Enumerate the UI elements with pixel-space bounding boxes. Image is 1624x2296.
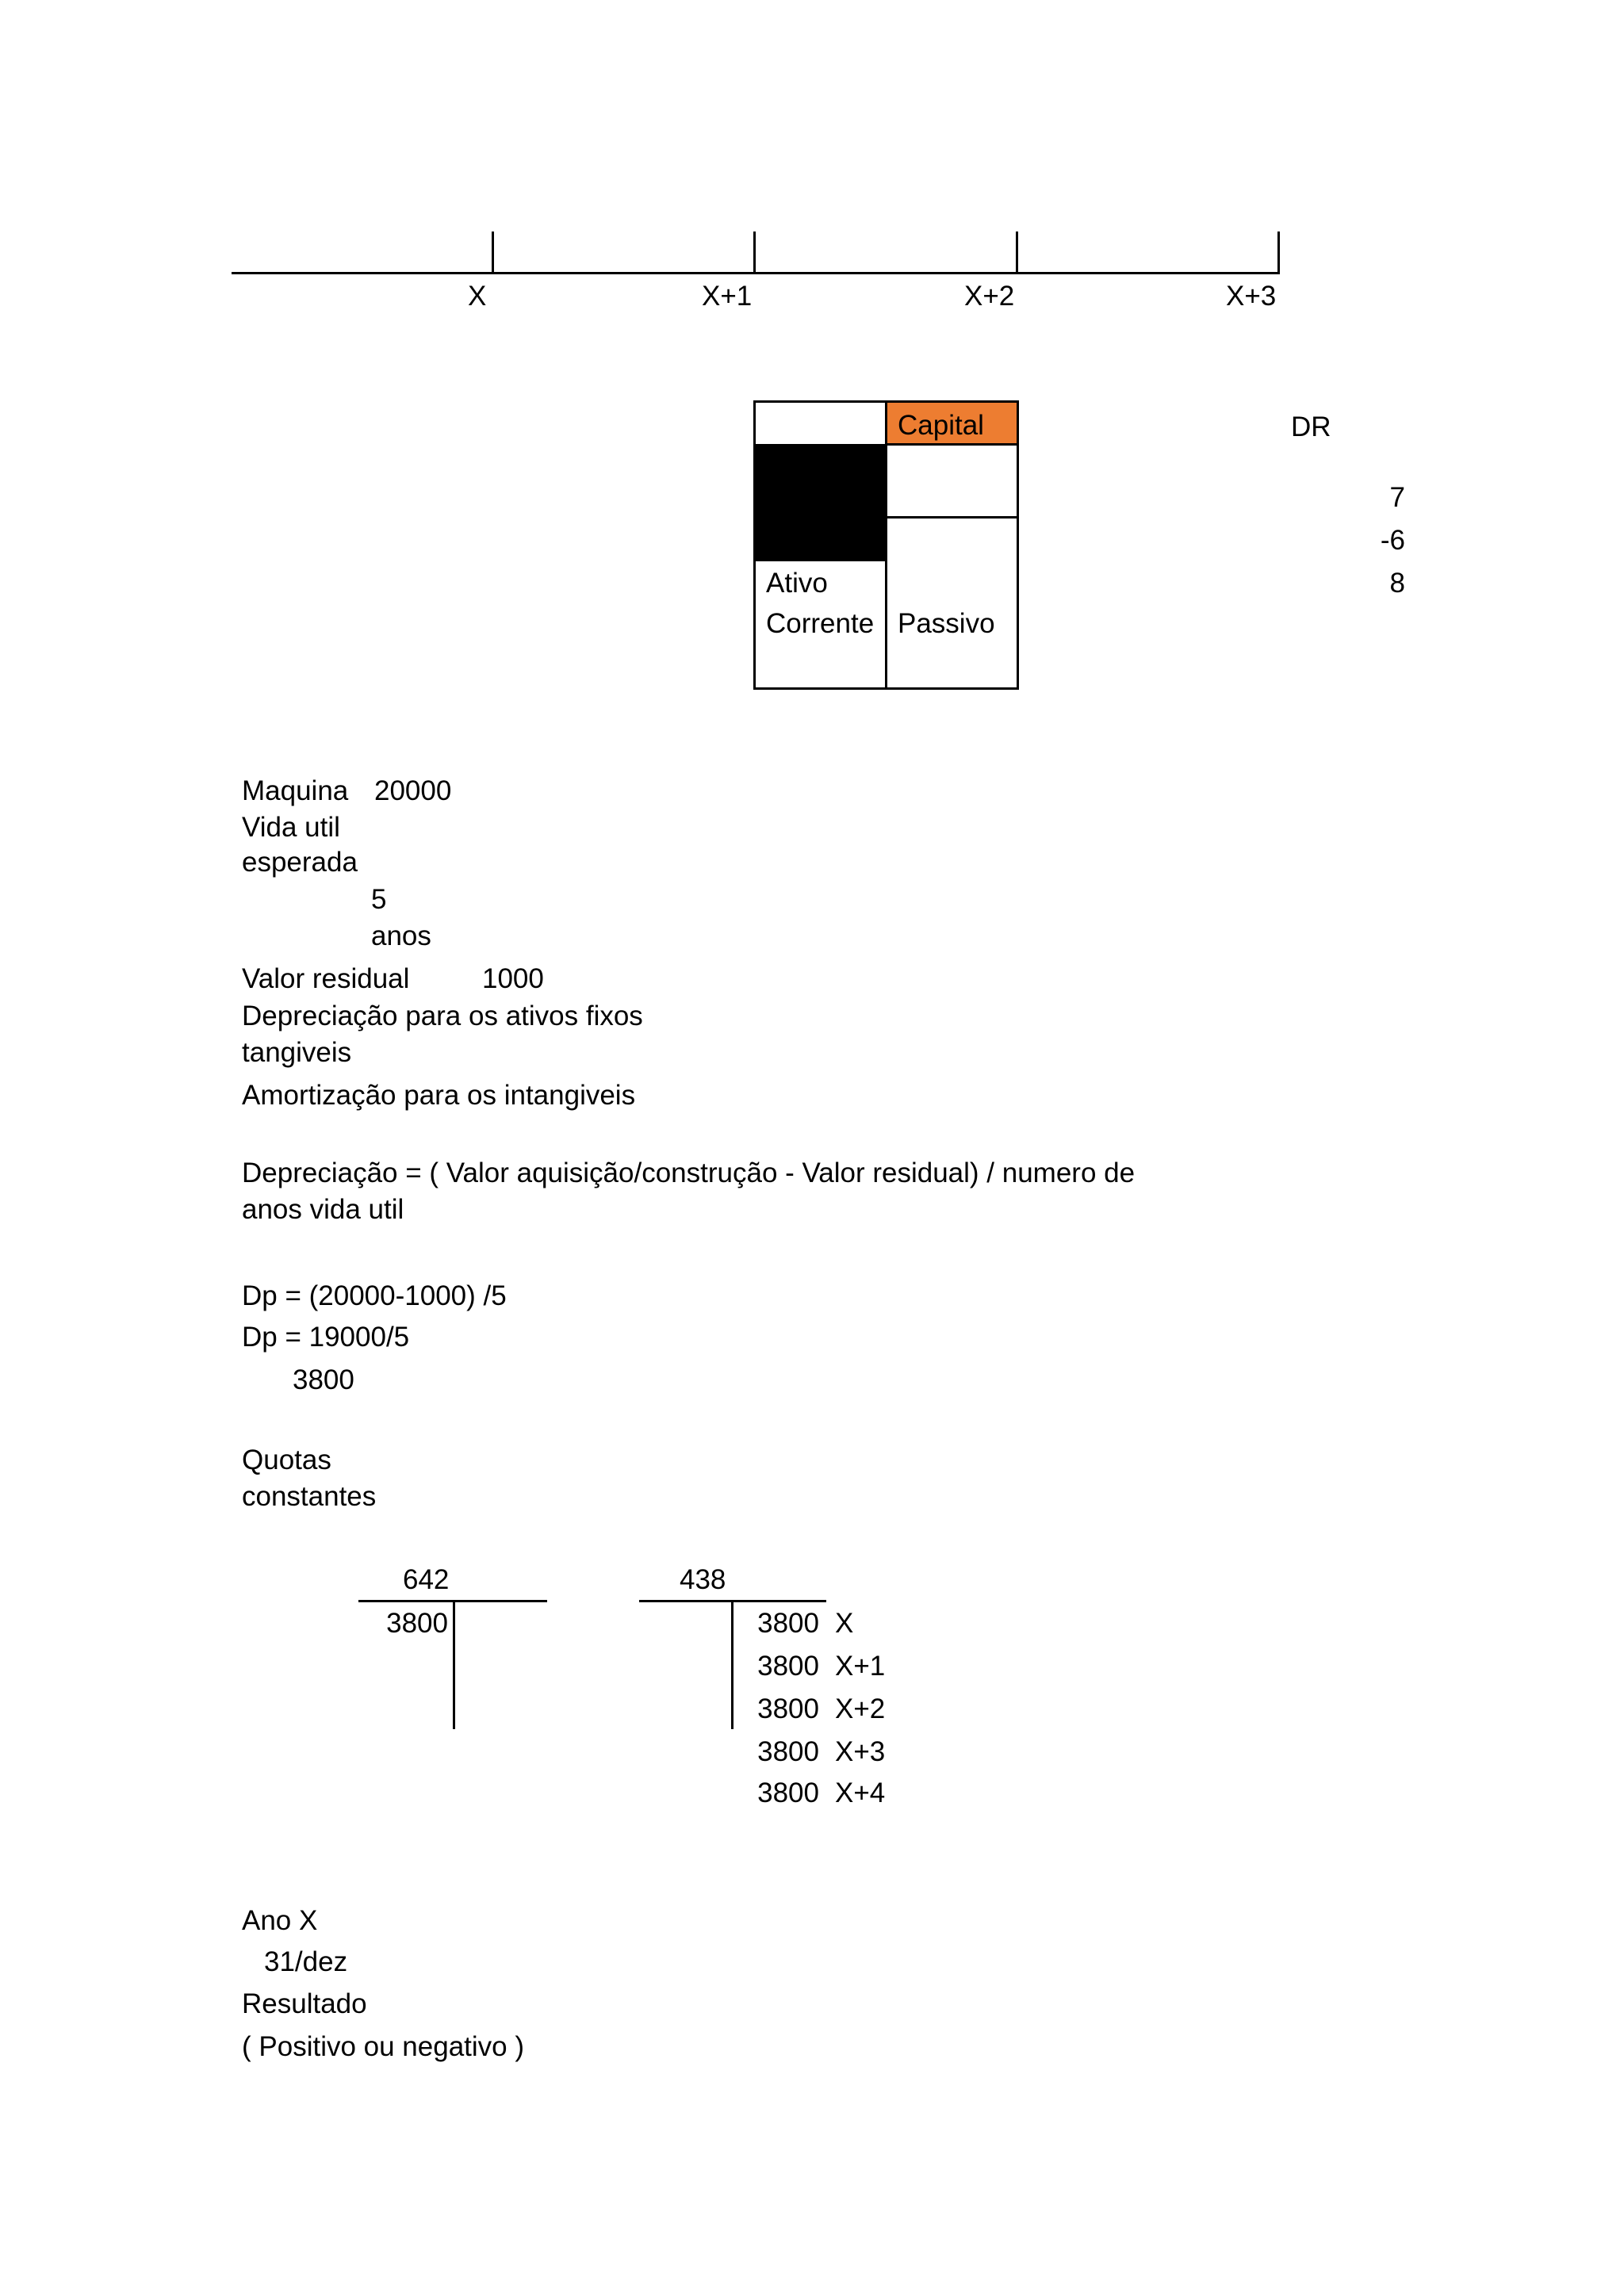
timeline-tick-x3 [1277, 232, 1280, 274]
timeline-axis [232, 272, 1280, 274]
redacted-block [756, 444, 886, 561]
amortizacao-note: Amortização para os intangiveis [242, 1080, 636, 1111]
dp-result: 3800 [293, 1364, 354, 1395]
capital-cell-bottom-border [885, 443, 1019, 446]
timeline-tick-x2 [1016, 232, 1018, 274]
valor-residual-value: 1000 [482, 963, 544, 994]
t-account-credit: 3800 [757, 1736, 819, 1767]
timeline-label: X+2 [964, 281, 1015, 312]
formula-line-2: anos vida util [242, 1194, 404, 1225]
t-account-credit-year: X+2 [835, 1693, 886, 1724]
t-account-credit: 3800 [757, 1651, 819, 1682]
t-account-credit: 3800 [757, 1608, 819, 1639]
valor-residual-label: Valor residual [242, 963, 410, 994]
depreciacao-note: Depreciação para os ativos fixos [242, 1001, 643, 1031]
vida-util-label-2: esperada [242, 847, 358, 878]
dp-calculation: Dp = (20000-1000) /5 [242, 1280, 507, 1311]
dr-value: 7 [1389, 482, 1405, 513]
t-account-credit-year: X+1 [835, 1651, 886, 1682]
depreciacao-note-2: tangiveis [242, 1037, 352, 1068]
t-account-credit: 3800 [757, 1777, 819, 1808]
t-account-center-line [453, 1600, 455, 1729]
timeline-tick-x1 [753, 232, 756, 274]
date-label: 31/dez [264, 1946, 348, 1977]
ano-label: Ano X [242, 1905, 318, 1936]
timeline-label: X+3 [1226, 281, 1277, 312]
dr-value: 8 [1389, 568, 1405, 599]
t-account-credit-year: X+3 [835, 1736, 886, 1767]
formula-line: Depreciação = ( Valor aquisição/construção - Valor residual) / numero de [242, 1158, 1136, 1188]
timeline-label: X+1 [702, 281, 753, 312]
t-account-credit: 3800 [757, 1693, 819, 1724]
vida-util-label: Vida util [242, 812, 340, 843]
maquina-label: Maquina [242, 775, 349, 806]
t-account-center-line [731, 1600, 733, 1729]
t-account-credit-year: X+4 [835, 1777, 886, 1808]
vida-util-value: 5 [371, 884, 387, 915]
t-account-debit: 3800 [386, 1608, 448, 1639]
dr-value: -6 [1380, 525, 1405, 556]
ativo-corrente-label: Corrente [766, 608, 875, 639]
timeline-label: X [468, 281, 487, 312]
ativo-label: Ativo [766, 568, 828, 599]
passivo-label: Passivo [898, 608, 995, 639]
resultado-sign: ( Positivo ou negativo ) [242, 2031, 525, 2062]
t-account-title: 642 [403, 1564, 450, 1595]
t-account-title: 438 [680, 1564, 726, 1595]
quotas-label: Quotas [242, 1445, 331, 1475]
resultado-label: Resultado [242, 1988, 367, 2019]
vida-util-unit: anos [371, 920, 431, 951]
quotas-label-2: constantes [242, 1481, 377, 1512]
t-account-credit-year: X [835, 1608, 854, 1639]
timeline-tick-x [492, 232, 494, 274]
balance-divider-horizontal [885, 516, 1019, 519]
dp-calculation-2: Dp = 19000/5 [242, 1322, 410, 1353]
capital-label: Capital [898, 410, 984, 441]
dr-title: DR [1291, 411, 1331, 442]
maquina-value: 20000 [374, 775, 452, 806]
